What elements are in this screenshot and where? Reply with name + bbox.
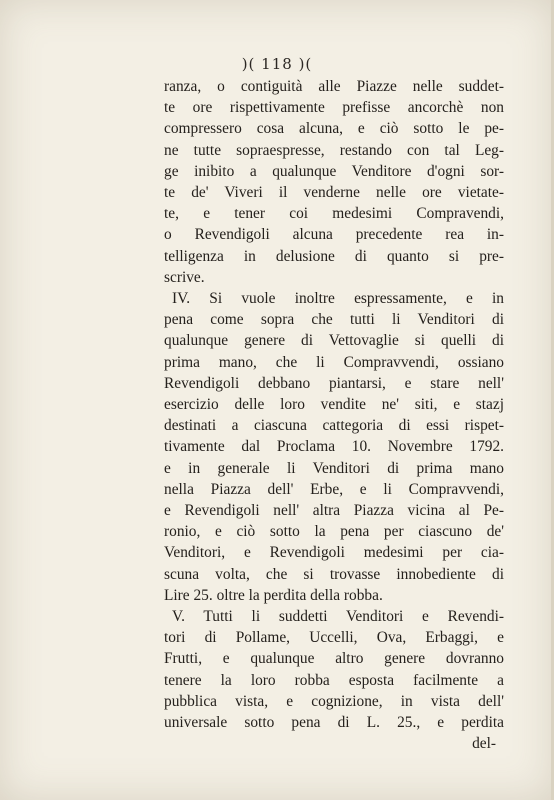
text-line: pubblica vista, e cognizione, in vista dell' <box>164 692 504 710</box>
text-line: V. Tutti li suddetti Venditori e Revendi- <box>172 608 504 626</box>
text-line: Revendigoli debbano piantarsi, e stare nell' <box>164 374 504 392</box>
text-line: tori di Pollame, Uccelli, Ova, Erbaggi, e <box>164 629 504 647</box>
text-line: scrive. <box>164 268 205 286</box>
body-text <box>164 76 504 755</box>
text-line: te, e tener coi medesimi Compravendi, <box>164 205 504 223</box>
text-line: ge inibito a qualunque Venditore d'ogni sor- <box>164 162 504 180</box>
text-line: esercizio delle loro vendite ne' siti, e stazj <box>164 396 504 414</box>
text-line: te de' Viveri il venderne nelle ore vietate- <box>164 184 504 202</box>
text-line: telligenza in delusione di quanto si pre- <box>164 247 504 265</box>
text-line: compressero cosa alcuna, e ciò sotto le pe- <box>164 120 504 138</box>
text-line: e Revendigoli nell' altra Piazza vicina al Pe- <box>164 502 504 520</box>
text-line: qualunque genere di Vettovaglie si quelli di <box>164 332 504 350</box>
page-number: )( 118 )( <box>241 55 313 73</box>
text-line: Lire 25. oltre la perdita della robba. <box>164 586 383 604</box>
text-line: tivamente dal Proclama 10. Novembre 1792. <box>164 438 504 456</box>
text-line: scuna volta, che si trovasse innobediente di <box>164 565 504 583</box>
text-line: ronio, e ciò sotto la pena per ciascuno de' <box>164 523 504 541</box>
text-line: ne tutte sopraespresse, restando con tal Leg- <box>164 141 504 159</box>
text-line: ranza, o contiguità alle Piazze nelle suddet- <box>164 78 504 95</box>
text-line: Frutti, e qualunque altro genere dovranno <box>164 650 504 668</box>
text-line: destinati a ciascuna cattegoria di essi rispet- <box>164 417 504 435</box>
catchword: del- <box>472 735 496 753</box>
text-line: nella Piazza dell' Erbe, e li Compravvendi, <box>164 480 504 498</box>
text-line: Venditori, e Revendigoli medesimi per cia- <box>164 544 504 562</box>
text-line: IV. Si vuole inoltre espressamente, e in <box>172 290 504 308</box>
text-line: prima mano, che li Compravvendi, ossiano <box>164 353 504 371</box>
text-line: tenere la loro robba esposta facilmente a <box>164 671 504 689</box>
text-line: universale sotto pena di L. 25., e perdita <box>164 714 504 732</box>
text-line: e in generale li Venditori di prima mano <box>164 459 504 477</box>
text-line: o Revendigoli alcuna precedente rea in- <box>164 226 504 244</box>
text-line: te ore rispettivamente prefisse ancorchè non <box>164 99 504 117</box>
text-line: pena come sopra che tutti li Venditori di <box>164 311 504 329</box>
